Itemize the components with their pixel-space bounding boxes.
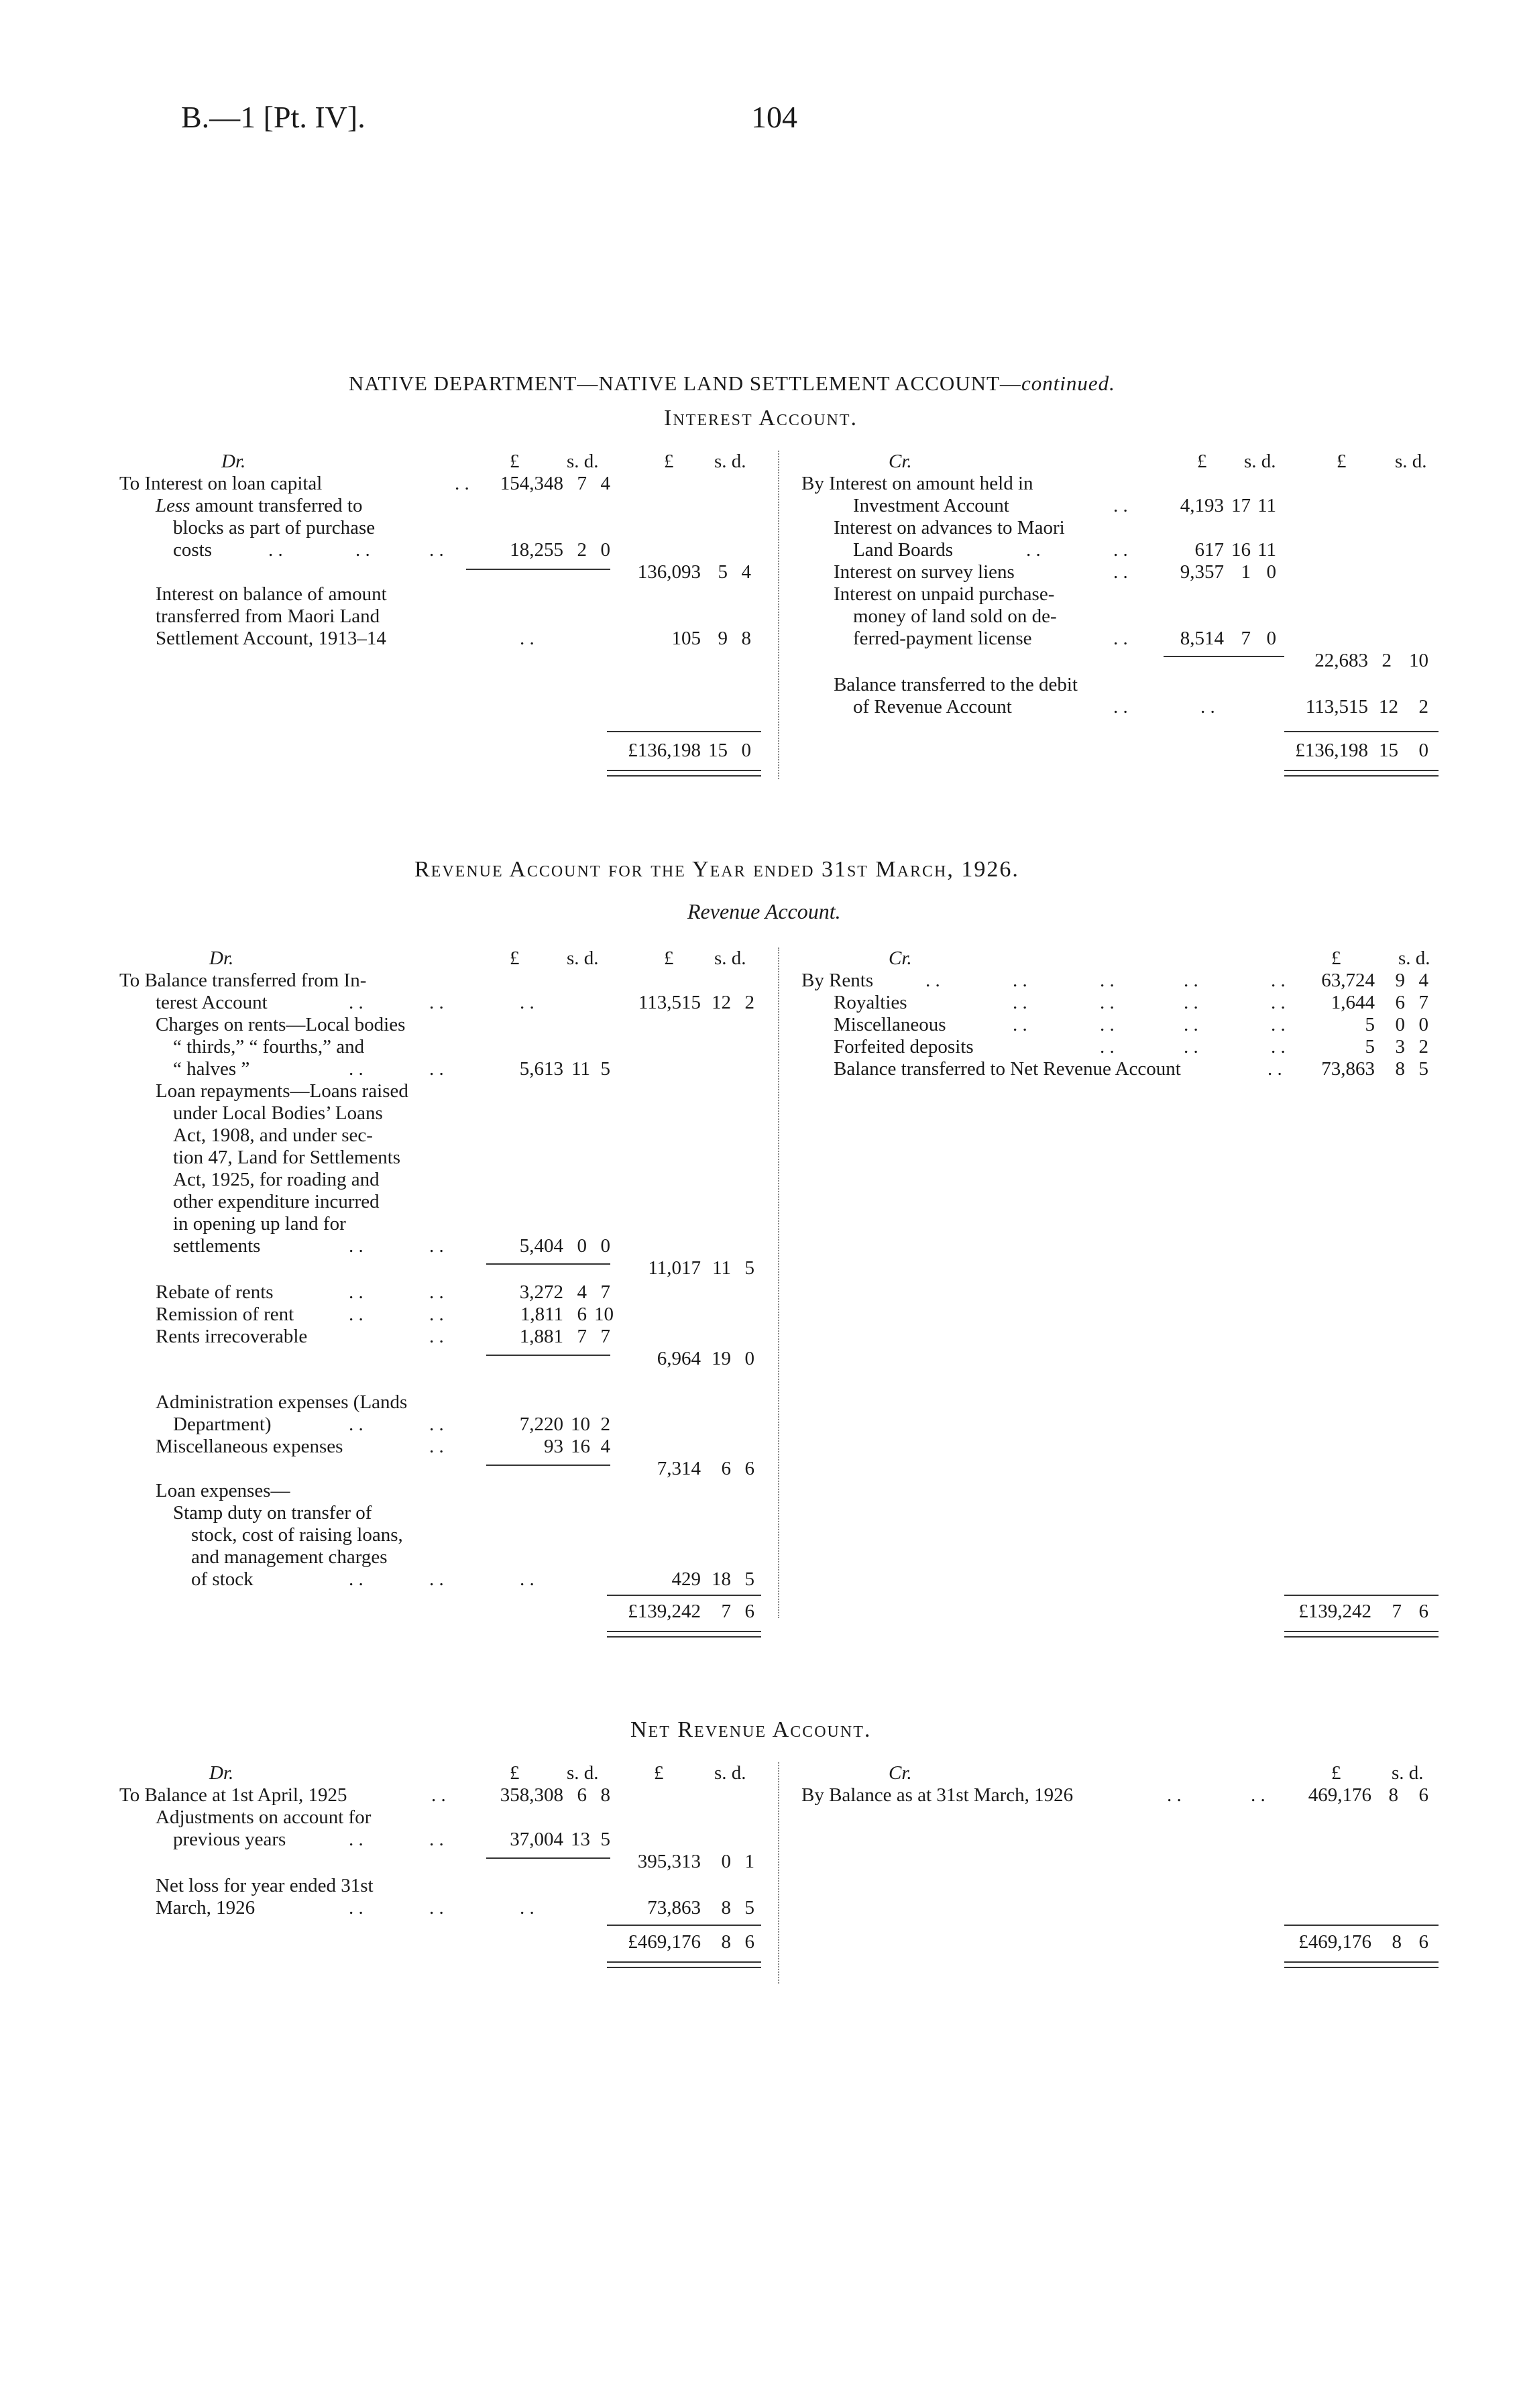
leader: . . [349,1829,363,1850]
shillings: 18 [712,1568,731,1590]
revenue-cr-line-5: Balance transferred to Net Revenue Account [834,1058,1181,1080]
total-rule [607,1925,761,1926]
shillings: 15 [708,740,728,761]
leader: . . [429,1897,444,1918]
leader: . . [431,1784,446,1806]
pence: 6 [744,1931,754,1953]
pence: 8 [600,1784,610,1806]
shillings: 6 [721,1458,731,1479]
net-cr-label: Cr. [889,1762,912,1784]
document-series: B.—1 [Pt. IV]. [181,100,365,134]
shillings: 17 [1231,495,1251,516]
leader: . . [1184,1036,1198,1057]
amount: 5 [1365,1036,1375,1057]
pence: 0 [600,539,610,561]
amount: 18,255 [510,539,563,561]
pence: 2 [744,992,754,1013]
leader: . . [520,1568,534,1590]
pence: 10 [594,1304,614,1325]
subtotal-rule [486,1465,610,1466]
leader: . . [429,992,444,1013]
amount: 9,357 [1180,561,1224,583]
leader: . . [429,1829,444,1850]
amount: 4,193 [1180,495,1224,516]
leader: . . [1013,970,1027,991]
revenue-dr-line-18: Department) [173,1414,272,1435]
interest-dr-pound-header: £ [510,451,520,472]
subtotal-rule [1164,656,1284,657]
leader: . . [455,473,469,494]
interest-cr-line-2: Investment Account [853,495,1009,516]
leader: . . [349,1568,363,1590]
interest-dr-sd-header: s. d. [567,451,599,472]
page-number: 104 [751,100,797,134]
shillings: 10 [571,1414,590,1435]
revenue-dr-line-9: tion 47, Land for Settlements [173,1147,401,1168]
leader: . . [520,992,534,1013]
total-rule [607,1595,761,1596]
pence: 4 [600,1436,610,1457]
shillings: 1 [1241,561,1251,583]
leader: . . [1271,1014,1286,1035]
interest-dr-line-2 [156,495,362,517]
pence: 2 [1418,1036,1428,1057]
leader: . . [268,539,283,561]
pence: 6 [744,1601,754,1622]
less-rest: amount transferred to [190,495,363,516]
shillings: 16 [1231,539,1251,561]
interest-cr-line-4: Land Boards [853,539,953,561]
pence: 6 [1418,1931,1428,1953]
shillings: 7 [721,1601,731,1622]
leader: . . [1200,696,1215,718]
amount: 22,683 [1314,650,1368,671]
pence: 0 [600,1235,610,1257]
revenue-cr-line-1: By Rents [801,970,874,991]
leader: . . [429,1568,444,1590]
shillings: 7 [577,473,587,494]
interest-dr-total: £136,198 [628,740,701,761]
leader: . . [1184,970,1198,991]
revenue-dr-line-4: “ thirds,” “ fourths,” and [173,1036,365,1057]
subtotal-rule [486,1355,610,1356]
net-dr-sd-header-2: s. d. [714,1762,746,1784]
shillings: 7 [1241,628,1251,649]
shillings: 2 [1382,650,1392,671]
shillings: 0 [721,1851,731,1872]
revenue-divider [778,948,779,1618]
interest-dr-sd-header-2: s. d. [714,451,746,472]
pence: 5 [744,1257,754,1279]
shillings: 11 [712,1257,731,1279]
shillings: 7 [1392,1601,1402,1622]
revenue-dr-line-17: Administration expenses (Lands [156,1391,408,1413]
leader: . . [925,970,940,991]
pence: 6 [1418,1784,1428,1806]
revenue-dr-line-7: under Local Bodies’ Loans [173,1102,383,1124]
amount: 73,863 [1321,1058,1375,1080]
amount: 1,644 [1331,992,1375,1013]
revenue-cr-sd-header: s. d. [1398,948,1430,969]
leader: . . [349,1281,363,1303]
shillings: 11 [571,1058,590,1080]
amount: 136,093 [637,561,701,583]
net-dr-line-2: Adjustments on account for [156,1807,372,1828]
leader: . . [1113,561,1128,583]
interest-cr-line-1: By Interest on amount held in [801,473,1033,494]
amount: 395,313 [637,1851,701,1872]
pence: 5 [600,1829,610,1850]
shillings: 13 [571,1829,590,1850]
revenue-dr-line-5: “ halves ” [173,1058,250,1080]
leader: . . [349,1897,363,1918]
net-dr-total: £469,176 [628,1931,701,1953]
interest-dr-line-4: costs [173,539,212,561]
net-revenue-account-title: Net Revenue Account. [630,1717,872,1742]
pence: 10 [1409,650,1428,671]
leader: . . [429,1414,444,1435]
total-double-rule [607,1961,761,1968]
revenue-dr-line-24: of stock [191,1568,253,1590]
leader: . . [1184,1014,1198,1035]
interest-cr-line-9: Balance transferred to the debit [834,674,1078,695]
revenue-dr-sd-header: s. d. [567,948,599,969]
total-rule [1284,1595,1439,1596]
net-cr-line-1: By Balance as at 31st March, 1926 [801,1784,1074,1806]
shillings: 19 [712,1348,731,1369]
leader: . . [429,1326,444,1347]
interest-cr-pound-header-2: £ [1337,451,1347,472]
total-rule [1284,731,1439,732]
interest-cr-sd-header: s. d. [1244,451,1276,472]
amount: 1,811 [520,1304,563,1325]
revenue-cr-line-3: Miscellaneous [834,1014,946,1035]
section-heading-continued: continued. [1021,371,1115,395]
leader: . . [520,1897,534,1918]
shillings: 3 [1395,1036,1405,1057]
amount: 11,017 [648,1257,701,1279]
revenue-dr-sd-header-2: s. d. [714,948,746,969]
leader: . . [1026,539,1041,561]
revenue-dr-pound-header-2: £ [664,948,674,969]
leader: . . [1100,970,1115,991]
revenue-cr-total: £139,242 [1298,1601,1371,1622]
leader: . . [1113,539,1128,561]
amount: 469,176 [1308,1784,1371,1806]
shillings: 16 [571,1436,590,1457]
amount: 5,404 [519,1235,563,1257]
net-divider [778,1762,779,1984]
interest-dr-line-5: Interest on balance of amount [156,583,387,605]
leader: . . [349,1414,363,1435]
amount: 37,004 [510,1829,563,1850]
leader: . . [1113,495,1128,516]
pence: 5 [1418,1058,1428,1080]
revenue-dr-pound-header: £ [510,948,520,969]
leader: . . [1251,1784,1265,1806]
pence: 8 [741,628,751,649]
net-dr-pound-header-2: £ [654,1762,664,1784]
net-dr-line-4: Net loss for year ended 31st [156,1875,374,1896]
net-dr-line-1: To Balance at 1st April, 1925 [119,1784,347,1806]
total-double-rule [607,1631,761,1638]
shillings: 8 [721,1897,731,1918]
pence: 11 [1257,539,1276,561]
net-dr-line-3: previous years [173,1829,286,1850]
amount: 617 [1194,539,1224,561]
pence: 2 [600,1414,610,1435]
revenue-dr-line-2: terest Account [156,992,268,1013]
interest-dr-line-1: To Interest on loan capital [119,473,323,494]
revenue-dr-line-20: Loan expenses— [156,1480,290,1501]
leader: . . [429,1281,444,1303]
revenue-account-subtitle: Revenue Account. [687,899,841,923]
pence: 5 [744,1897,754,1918]
revenue-dr-line-8: Act, 1908, and under sec- [173,1125,373,1146]
interest-dr-label: Dr. [221,451,246,472]
leader: . . [349,1235,363,1257]
shillings: 8 [1392,1931,1402,1953]
amount: 6,964 [657,1348,701,1369]
less-word: Less [156,495,190,516]
pence: 4 [741,561,751,583]
interest-dr-line-6: transferred from Maori Land [156,606,380,627]
pence: 6 [744,1458,754,1479]
pence: 0 [744,1348,754,1369]
shillings: 8 [1388,1784,1398,1806]
leader: . . [1100,1036,1115,1057]
leader: . . [355,539,370,561]
amount: 5,613 [519,1058,563,1080]
pence: 4 [600,473,610,494]
leader: . . [1100,1014,1115,1035]
interest-cr-pound-header: £ [1197,451,1207,472]
revenue-dr-line-23: and management charges [191,1546,388,1568]
total-rule [1284,1925,1439,1926]
amount: 5 [1365,1014,1375,1035]
leader: . . [1100,992,1115,1013]
interest-cr-sd-header-2: s. d. [1395,451,1427,472]
amount: 93 [544,1436,563,1457]
interest-cr-line-6: Interest on unpaid purchase- [834,583,1055,605]
amount: 113,515 [1305,696,1368,718]
pence: 4 [1418,970,1428,991]
leader: . . [520,628,534,649]
shillings: 5 [718,561,728,583]
revenue-cr-label: Cr. [889,948,912,969]
amount: 358,308 [500,1784,563,1806]
pence: 0 [1266,628,1276,649]
net-dr-sd-header: s. d. [567,1762,599,1784]
total-double-rule [1284,770,1439,777]
amount: 7,220 [519,1414,563,1435]
leader: . . [1113,628,1128,649]
leader: . . [1013,992,1027,1013]
revenue-dr-line-16: Rents irrecoverable [156,1326,308,1347]
amount: 154,348 [500,473,563,494]
pence: 7 [1418,992,1428,1013]
interest-dr-line-3: blocks as part of purchase [173,517,376,538]
total-double-rule [1284,1631,1439,1638]
amount: 113,515 [638,992,701,1013]
amount: 63,724 [1321,970,1375,991]
pence: 5 [744,1568,754,1590]
shillings: 6 [577,1784,587,1806]
leader: . . [429,1304,444,1325]
shillings: 4 [577,1281,587,1303]
shillings: 2 [577,539,587,561]
shillings: 15 [1379,740,1398,761]
shillings: 12 [1379,696,1398,718]
interest-cr-line-5: Interest on survey liens [834,561,1015,583]
leader: . . [1271,992,1286,1013]
shillings: 0 [577,1235,587,1257]
pence: 2 [1418,696,1428,718]
interest-account-title: Interest Account. [664,406,858,431]
revenue-dr-line-6: Loan repayments—Loans raised [156,1080,408,1102]
revenue-dr-line-14: Rebate of rents [156,1281,274,1303]
pence: 1 [744,1851,754,1872]
amount: 3,272 [519,1281,563,1303]
shillings: 7 [577,1326,587,1347]
shillings: 12 [712,992,731,1013]
amount: 8,514 [1180,628,1224,649]
revenue-dr-line-10: Act, 1925, for roading and [173,1169,380,1190]
revenue-dr-line-13: settlements [173,1235,261,1257]
revenue-dr-line-19: Miscellaneous expenses [156,1436,343,1457]
leader: . . [1184,992,1198,1013]
revenue-dr-line-22: stock, cost of raising loans, [191,1524,403,1546]
revenue-account-title: Revenue Account for the Year ended 31st March, 1926. [414,857,1019,882]
pence: 0 [1266,561,1276,583]
shillings: 0 [1395,1014,1405,1035]
total-double-rule [1284,1961,1439,1968]
leader: . . [429,1058,444,1080]
net-dr-pound-header: £ [510,1762,520,1784]
amount: 7,314 [657,1458,701,1479]
pence: 0 [741,740,751,761]
shillings: 9 [1395,970,1405,991]
section-heading-text: NATIVE DEPARTMENT—NATIVE LAND SETTLEMENT ACCOUNT— [349,371,1021,395]
total-double-rule [607,770,761,777]
shillings: 6 [577,1304,587,1325]
interest-cr-line-8: ferred-payment license [853,628,1032,649]
interest-dr-line-7: Settlement Account, 1913–14 [156,628,386,649]
pence: 7 [600,1326,610,1347]
revenue-cr-line-4: Forfeited deposits [834,1036,974,1057]
net-dr-line-5: March, 1926 [156,1897,256,1918]
revenue-dr-line-3: Charges on rents—Local bodies [156,1014,406,1035]
leader: . . [1271,1036,1286,1057]
revenue-dr-line-1: To Balance transferred from In- [119,970,367,991]
interest-cr-line-10: of Revenue Account [853,696,1012,718]
interest-cr-total: £136,198 [1295,740,1368,761]
shillings: 9 [718,628,728,649]
total-rule [607,731,761,732]
amount: 105 [671,628,701,649]
revenue-dr-total: £139,242 [628,1601,701,1622]
pence: 11 [1257,495,1276,516]
revenue-dr-line-12: in opening up land for [173,1213,346,1235]
revenue-dr-line-11: other expenditure incurred [173,1191,380,1212]
interest-divider [778,451,779,779]
net-dr-label: Dr. [209,1762,234,1784]
subtotal-rule [486,1263,610,1265]
net-cr-total: £469,176 [1298,1931,1371,1953]
leader: . . [429,539,444,561]
net-cr-pound-header: £ [1331,1762,1341,1784]
pence: 0 [1418,740,1428,761]
interest-dr-pound-header-2: £ [664,451,674,472]
pence: 0 [1418,1014,1428,1035]
leader: . . [349,1058,363,1080]
leader: . . [1268,1058,1282,1080]
leader: . . [1271,970,1286,991]
amount: 429 [671,1568,701,1590]
shillings: 8 [721,1931,731,1953]
pence: 6 [1418,1601,1428,1622]
interest-cr-label: Cr. [889,451,912,472]
interest-cr-line-7: money of land sold on de- [853,606,1057,627]
pence: 5 [600,1058,610,1080]
pence: 7 [600,1281,610,1303]
leader: . . [429,1235,444,1257]
amount: 73,863 [647,1897,701,1918]
amount: 1,881 [519,1326,563,1347]
net-cr-sd-header: s. d. [1392,1762,1424,1784]
leader: . . [349,992,363,1013]
revenue-cr-pound-header: £ [1331,948,1341,969]
leader: . . [429,1436,444,1457]
revenue-dr-label: Dr. [209,948,234,969]
section-heading [349,372,1115,394]
revenue-dr-line-21: Stamp duty on transfer of [173,1502,372,1524]
shillings: 8 [1395,1058,1405,1080]
shillings: 6 [1395,992,1405,1013]
leader: . . [1167,1784,1182,1806]
leader: . . [1013,1014,1027,1035]
interest-cr-line-3: Interest on advances to Maori [834,517,1065,538]
leader: . . [349,1304,363,1325]
subtotal-rule [486,1857,610,1859]
leader: . . [1113,696,1128,718]
revenue-cr-line-2: Royalties [834,992,907,1013]
subtotal-rule [466,569,610,570]
revenue-dr-line-15: Remission of rent [156,1304,294,1325]
